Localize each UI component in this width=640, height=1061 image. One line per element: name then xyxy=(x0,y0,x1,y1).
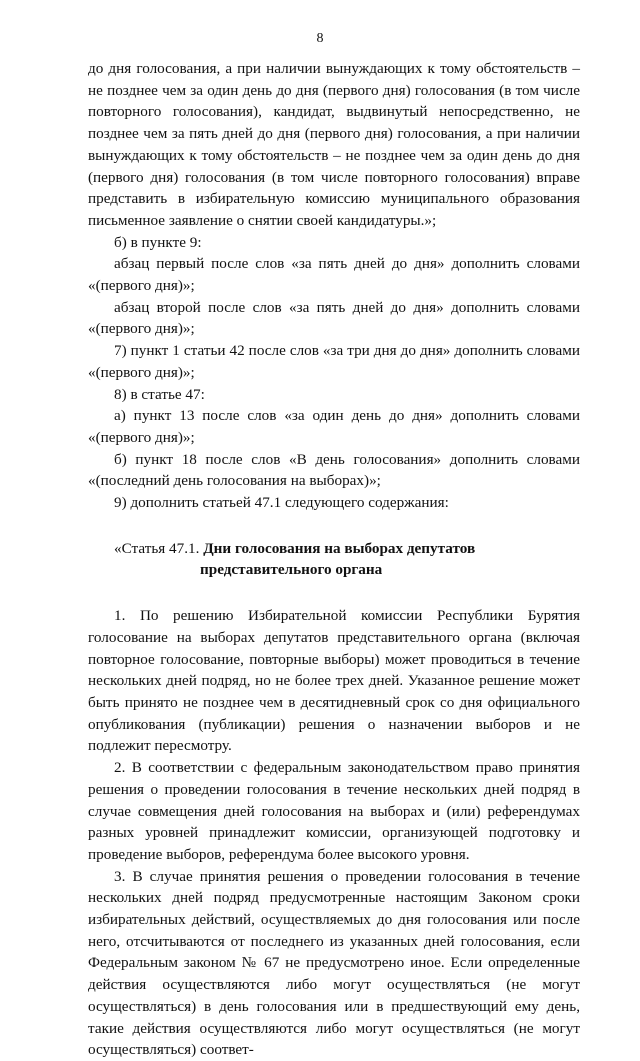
article-paragraph-1: 1. По решению Избирательной комиссии Республики Бурятия голосование на выборах депутатов представительного органа (включая повторное голосование, повторные выборы) может проводиться в течение нескольких дней подряд, но не более трех дней. Указанное решение может быть принято не позднее чем в десятидневный срок со дня официального опубликования (публикации) решения о назначении выборов и не подлежит пересмотру. xyxy=(88,607,580,755)
paragraph-item-9: 9) дополнить статьей 47.1 следующего содержания: xyxy=(114,494,449,512)
article-paragraph-2: 2. В соответствии с федеральным законодательством право принятия решения о проведении голосования в течение нескольких дней подряд в случае совмещения дней голосования на выборах и (или) референдумах разных уровней принадлежит комиссии, организующей подготовку и проведение выборов, референдума более высокого уровня. xyxy=(88,759,580,863)
article-paragraph-3: 3. В случае принятия решения о проведении голосования в течение нескольких дней подряд предусмотренные настоящим Законом сроки избирательных действий, осуществляемых до дня голосования или после него, отсчитываются от последнего из указанных дней голосования, если Федеральным законом № 67 не предусмотрено иное. Если определенные действия осуществляются либо могут осуществляться (не могут осуществляться) в день голосования или в предшествующий ему день, такие действия осуществляются либо могут осуществляться (не могут осуществляться) соответ- xyxy=(88,867,580,1059)
article-heading-line1 xyxy=(88,538,580,560)
article-title-line1: Дни голосования на выборах депутатов xyxy=(203,539,476,557)
article-prefix: «Статья 47.1. xyxy=(114,539,204,557)
paragraph-first-abzac: абзац первый после слов «за пять дней до дня» дополнить словами «(первого дня)»; xyxy=(88,255,580,295)
document-body xyxy=(88,58,580,1061)
paragraph-item-8a: а) пункт 13 после слов «за один день до дня» дополнить словами «(первого дня)»; xyxy=(88,407,580,446)
paragraph-item-8: 8) в статье 47: xyxy=(114,385,205,403)
article-heading xyxy=(88,538,580,581)
paragraph-item-b-point-9: б) в пункте 9: xyxy=(114,233,202,251)
page-number: 8 xyxy=(316,31,324,46)
paragraph-item-7: 7) пункт 1 статьи 42 после слов «за три дня до дня» дополнить словами «(первого дня)»; xyxy=(88,342,580,381)
article-title-line2: представительного органа xyxy=(200,561,383,579)
paragraph-second-abzac: абзац второй после слов «за пять дней до дня» дополнить словами «(первого дня)»; xyxy=(88,298,580,338)
paragraph-item-8b: б) пункт 18 после слов «В день голосования» дополнить словами «(последний день голосования на выборах)»; xyxy=(88,450,580,490)
paragraph-continuation: до дня голосования, а при наличии вынуждающих к тому обстоятельств – не позднее чем за один день до дня (первого дня) голосования (в том числе повторного голосования), кандидат, выдвинутый непосредственно, не позднее чем за пять дней до дня (первого дня) голосования, а при наличии вынуждающих к тому обстоятельств – не позднее чем за один день до дня (первого дня) голосования (в том числе повторного голосования) вправе представить в избирательную комиссию муниципального образования письменное заявление о снятии своей кандидатуры.»; xyxy=(88,60,580,229)
